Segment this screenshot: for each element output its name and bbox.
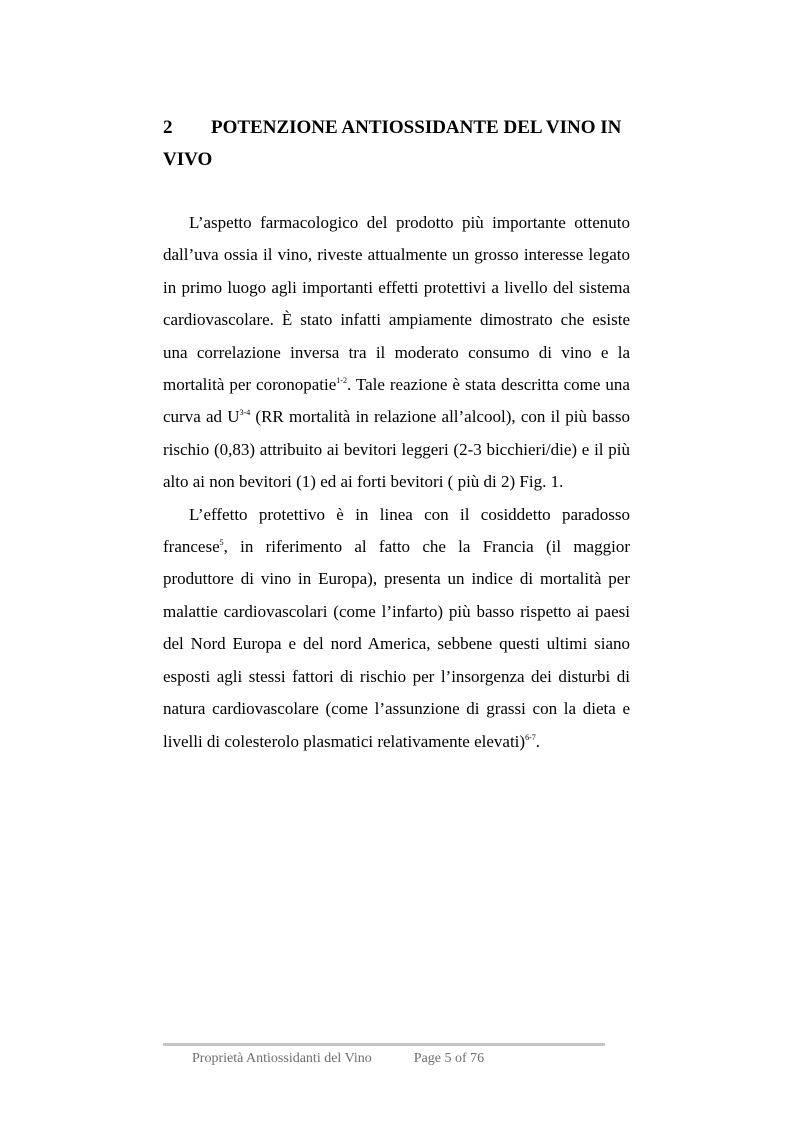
citation: 5 [219, 538, 224, 548]
footer-divider [163, 1043, 605, 1046]
page-number: Page 5 of 76 [413, 1051, 485, 1066]
footer-title: Proprietà Antiossidanti del Vino [192, 1051, 372, 1066]
paragraph-text: (RR mortalità in relazione all’alcool), con il più basso rischio (0,83) attribuito ai bevitori leggeri (2-3 bicchieri/die) e il più alto ai non bevitori (1) ed ai forti bevitori ( più di 2) Fig. 1. [163, 407, 631, 492]
citation: 6-7 [525, 732, 536, 742]
citation: 1-2 [336, 376, 347, 386]
paragraph-text: L’aspetto farmacologico del prodotto più importante ottenuto dall’uva ossia il vino, riveste attualmente un grosso interesse legato in primo luogo agli importanti effetti protettivi a livello del sistema cardiovascolare. È stato infatti ampiamente dimostrato che esiste una correlazione inversa tra il moderato consumo di vino e la mortalità per coronopatie [163, 213, 630, 395]
paragraph [163, 207, 630, 499]
section-heading [163, 112, 633, 176]
section-number: 2 [163, 117, 173, 138]
paragraph-text: L’effetto protettivo è in linea con il cosiddetto paradosso francese [163, 504, 630, 557]
paragraph [163, 499, 630, 758]
page-footer [192, 1050, 484, 1068]
section-title: POTENZIONE ANTIOSSIDANTE DEL VINO IN VIVO [163, 117, 622, 170]
paragraph-text: . [535, 731, 540, 751]
citation: 3-4 [239, 408, 251, 418]
body-text [163, 207, 630, 758]
paragraph-text: . Tale reazione è stata descritta come una curva ad U [163, 375, 630, 427]
paragraph-text: , in riferimento al fatto che la Francia (il maggior produttore di vino in Europa), presenta un indice di mortalità per malattie cardiovascolari (come l’infarto) più basso rispetto ai paesi del Nord Europa e del nord America, sebbene questi ultimi siano esposti agli stessi fattori di rischio per l’insorgenza dei disturbi di natura cardiovascolare (come l’assunzione di grassi con la dieta e livelli di colesterolo plasmatici relativamente elevati) [163, 537, 630, 751]
